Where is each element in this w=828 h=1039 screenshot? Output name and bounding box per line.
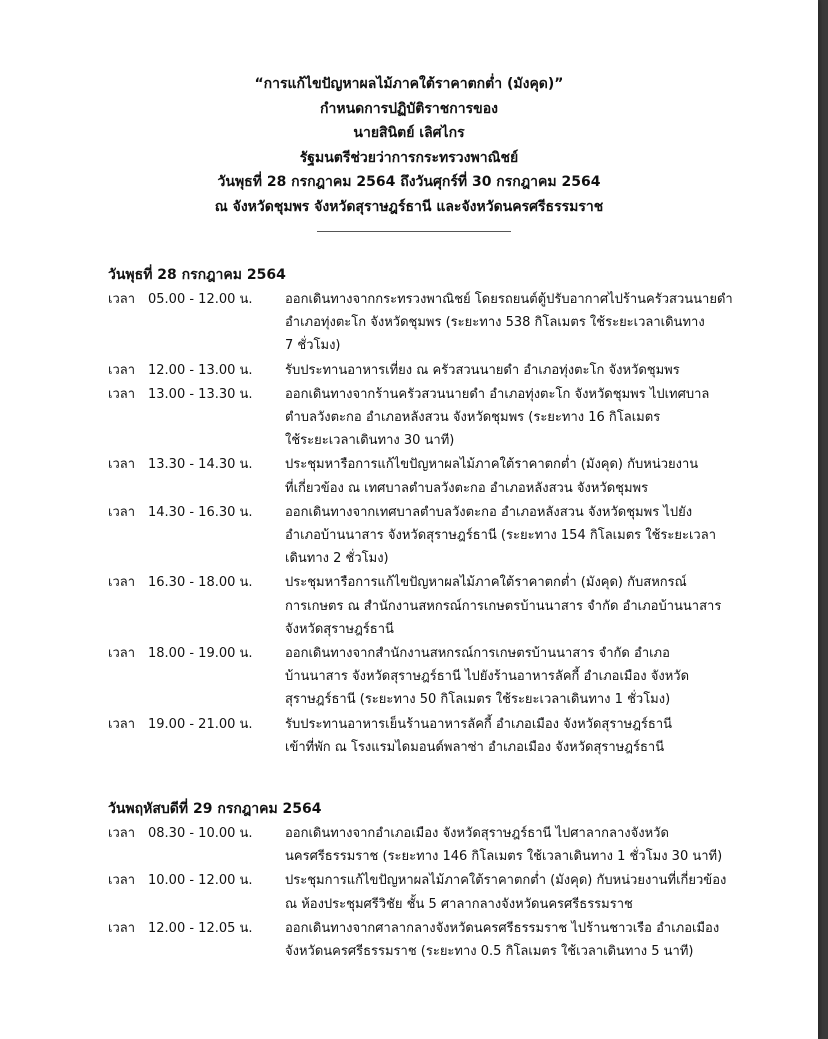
time-label: เวลา [108, 504, 136, 520]
description-line: ตำบลวังตะกอ อำเภอหลังสวน จังหวัดชุมพร (ระยะทาง 16 กิโลเมตร [285, 410, 661, 425]
schedule-entry [108, 571, 733, 641]
time-range: 12.00 - 13.00 น. [148, 362, 253, 378]
description-line: ออกเดินทางจากสำนักงานสหกรณ์การเกษตรบ้านนาสาร จำกัด อำเภอ [285, 646, 670, 661]
description-line: ออกเดินทางจากเทศบาลตำบลวังตะกอ อำเภอหลังสวน จังหวัดชุมพร ไปยัง [285, 504, 693, 520]
description-line: สุราษฎร์ธานี (ระยะทาง 50 กิโลเมตร ใช้ระยะเวลาเดินทาง 1 ชั่วโมง) [285, 692, 671, 708]
time-range: 08.30 - 10.00 น. [148, 826, 253, 841]
entry-description [285, 288, 733, 358]
schedule-entry [108, 383, 733, 453]
description-line: ประชุมหารือการแก้ไขปัญหาผลไม้ภาคใต้ราคาตกต่ำ (มังคุด) กับหน่วยงาน [285, 457, 699, 473]
header-position: รัฐมนตรีช่วยว่าการกระทรวงพาณิชย์ [299, 149, 519, 166]
description-line: ออกเดินทางจากกระทรวงพาณิชย์ โดยรถยนต์ตู้ปรับอากาศไปร้านครัวสวนนายดำ [285, 292, 733, 307]
time-label: เวลา [108, 386, 136, 402]
description-line: เดินทาง 2 ชั่วโมง) [285, 551, 389, 567]
time-label: เวลา [108, 716, 136, 732]
header-dates: วันพุธที่ 28 กรกฎาคม 2564 ถึงวันศุกร์ที่ 30 กรกฎาคม 2564 [217, 174, 601, 190]
description-line: บ้านนาสาร จังหวัดสุราษฎร์ธานี ไปยังร้านอาหารลัคกี้ อำเภอเมือง จังหวัด [285, 669, 690, 685]
time-label: เวลา [108, 873, 136, 889]
header-locations: ณ จังหวัดชุมพร จังหวัดสุราษฎร์ธานี และจังหวัดนครศรีธรรมราช [214, 198, 604, 215]
header-title: “การแก้ไขปัญหาผลไม้ภาคใต้ราคาตกต่ำ (มังคุด)” [254, 76, 564, 92]
entry-description [285, 359, 733, 382]
schedule-entry [108, 917, 733, 963]
description-line: รับประทานอาหารเที่ยง ณ ครัวสวนนายดำ อำเภอทุ่งตะโก จังหวัดชุมพร [285, 362, 680, 378]
description-line: นครศรีธรรมราช (ระยะทาง 146 กิโลเมตร ใช้เวลาเดินทาง 1 ชั่วโมง 30 นาที) [285, 849, 723, 865]
entry-description [285, 642, 733, 712]
entry-description [285, 869, 733, 915]
time-label: เวลา [108, 646, 136, 661]
schedule-entry [108, 713, 733, 759]
description-line: ใช้ระยะเวลาเดินทาง 30 นาที) [285, 433, 455, 449]
description-line: อำเภอทุ่งตะโก จังหวัดชุมพร (ระยะทาง 538 กิโลเมตร ใช้ระยะเวลาเดินทาง [285, 315, 705, 331]
header-name: นายสินิตย์ เลิศไกร [353, 125, 465, 141]
day-heading: วันพุธที่ 28 กรกฎาคม 2564 [108, 267, 286, 283]
time-range: 13.00 - 13.30 น. [148, 386, 253, 402]
description-line: ประชุมการแก้ไขปัญหาผลไม้ภาคใต้ราคาตกต่ำ (มังคุด) กับหน่วยงานที่เกี่ยวข้อง [285, 873, 727, 889]
time-label: เวลา [108, 826, 136, 841]
time-range: 14.30 - 16.30 น. [148, 504, 253, 520]
description-line: ที่เกี่ยวข้อง ณ เทศบาลตำบลวังตะกอ อำเภอหลังสวน จังหวัดชุมพร [285, 480, 649, 496]
description-line: จังหวัดสุราษฎร์ธานี [285, 621, 394, 637]
description-line: จังหวัดนครศรีธรรมราช (ระยะทาง 0.5 กิโลเมตร ใช้เวลาเดินทาง 5 นาที) [285, 944, 694, 959]
description-line: 7 ชั่วโมง) [285, 338, 341, 354]
schedule-entry [108, 359, 733, 382]
description-line: ออกเดินทางจากอำเภอเมือง จังหวัดสุราษฎร์ธานี ไปศาลากลางจังหวัด [285, 826, 669, 841]
header-divider [317, 231, 511, 232]
time-range: 16.30 - 18.00 น. [148, 575, 253, 591]
entry-description [285, 917, 733, 963]
description-line: ออกเดินทางจากศาลากลางจังหวัดนครศรีธรรมราช ไปร้านชาวเรือ อำเภอเมือง [285, 920, 720, 936]
entry-description [285, 501, 733, 571]
schedule-entry [108, 822, 733, 868]
day-heading: วันพฤหัสบดีที่ 29 กรกฎาคม 2564 [108, 801, 322, 817]
header-subtitle: กำหนดการปฏิบัติราชการของ [320, 100, 498, 117]
entry-description [285, 713, 733, 759]
description-line: อำเภอบ้านนาสาร จังหวัดสุราษฎร์ธานี (ระยะทาง 154 กิโลเมตร ใช้ระยะเวลา [285, 528, 716, 543]
time-range: 10.00 - 12.00 น. [148, 873, 253, 889]
schedule-entry [108, 869, 733, 915]
entry-description [285, 453, 733, 499]
entry-description [285, 383, 733, 453]
schedule-entry [108, 288, 733, 358]
time-range: 12.00 - 12.05 น. [148, 920, 253, 936]
time-range: 05.00 - 12.00 น. [148, 292, 253, 307]
document-header [0, 72, 818, 219]
description-line: ประชุมหารือการแก้ไขปัญหาผลไม้ภาคใต้ราคาตกต่ำ (มังคุด) กับสหกรณ์ [285, 575, 687, 591]
schedule-entry [108, 642, 733, 712]
description-line: การเกษตร ณ สำนักงานสหกรณ์การเกษตรบ้านนาสาร จำกัด อำเภอบ้านนาสาร [285, 598, 722, 614]
time-range: 13.30 - 14.30 น. [148, 457, 253, 473]
time-label: เวลา [108, 457, 136, 473]
schedule-entry [108, 501, 733, 571]
description-line: รับประทานอาหารเย็นร้านอาหารลัคกี้ อำเภอเมือง จังหวัดสุราษฎร์ธานี [285, 716, 673, 732]
entry-description [285, 571, 733, 641]
time-label: เวลา [108, 362, 136, 378]
time-range: 19.00 - 21.00 น. [148, 716, 253, 732]
description-line: ณ ห้องประชุมศรีวิชัย ชั้น 5 ศาลากลางจังหวัดนครศรีธรรมราช [285, 896, 633, 912]
schedule-entry [108, 453, 733, 499]
time-label: เวลา [108, 292, 136, 307]
entry-description [285, 822, 733, 868]
time-label: เวลา [108, 920, 136, 936]
time-range: 18.00 - 19.00 น. [148, 646, 253, 661]
description-line: เข้าที่พัก ณ โรงแรมไดมอนด์พลาซ่า อำเภอเมือง จังหวัดสุราษฎร์ธานี [285, 739, 665, 755]
time-label: เวลา [108, 575, 136, 591]
description-line: ออกเดินทางจากร้านครัวสวนนายดำ อำเภอทุ่งตะโก จังหวัดชุมพร ไปเทศบาล [285, 386, 710, 402]
